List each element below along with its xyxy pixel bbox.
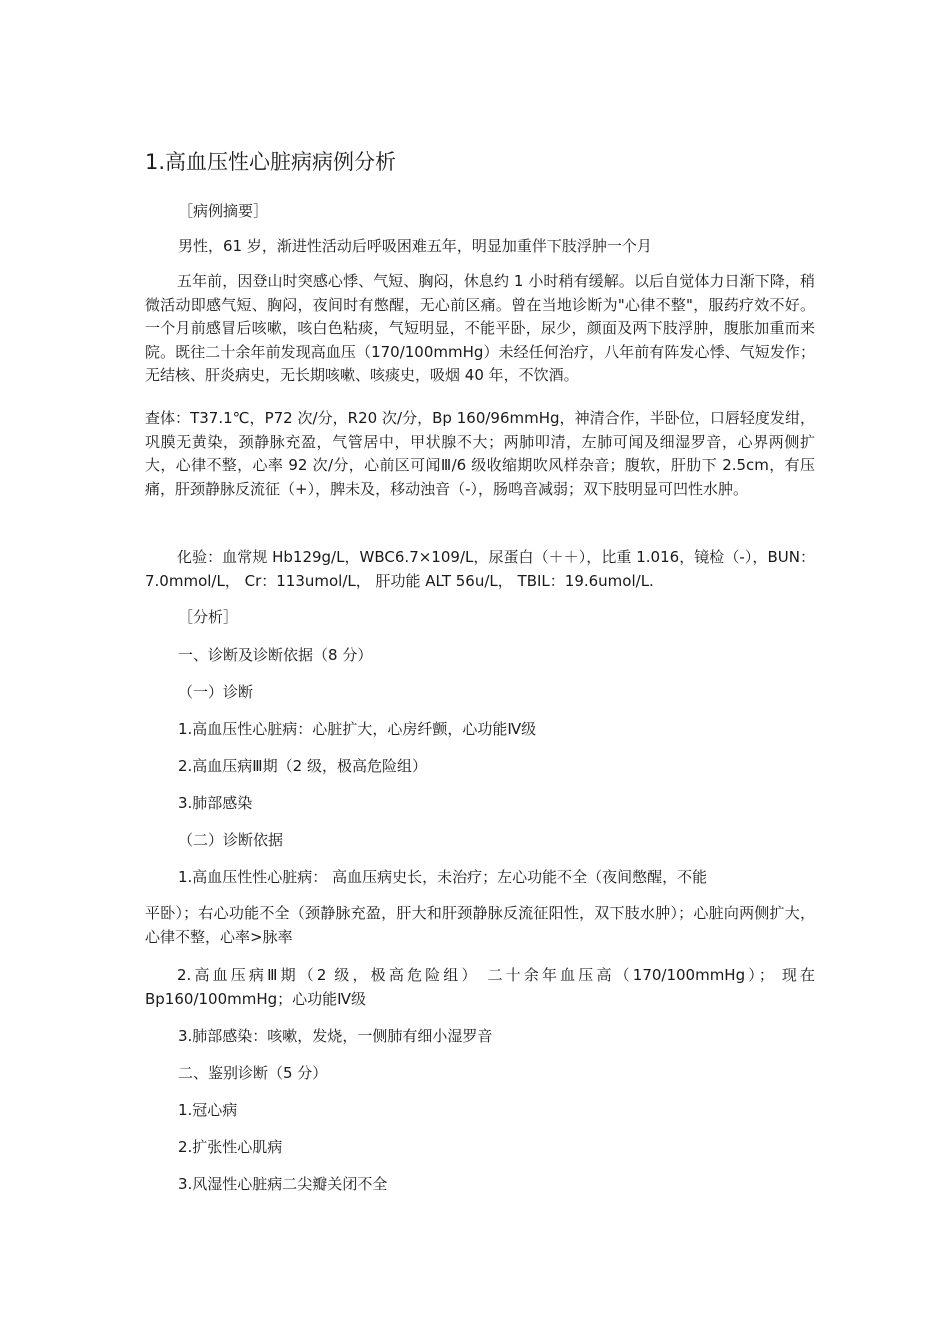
physical-exam: 查体：T37.1℃，P72 次/分，R20 次/分，Bp 160/96mmHg，神清合作，半卧位，口唇轻度发绀，巩膜无黄染，颈静脉充盈，气管居中，甲状腺不大；两肺叩清，左肺可闻及细湿罗音，心界两侧扩大，心律不整，心率 92 次/分，心前区可闻Ⅲ/6 级收缩期吹风样杂音；腹软，肝肋下 2.5cm，有压痛，肝颈静脉反流征（+），脾未及，移动浊音（-），肠鸣音减弱；双下肢明显可凹性水肿。 xyxy=(145,409,815,498)
differential-item: 1.冠心病 xyxy=(178,1101,238,1119)
diagnosis-item: 2.高血压病Ⅲ期（2 级，极高危险组） xyxy=(178,757,427,775)
analysis-heading: ［分析］ xyxy=(178,608,239,626)
diagnosis-item: 1.高血压性心脏病：心脏扩大，心房纤颤，心功能Ⅳ级 xyxy=(178,720,537,738)
section1-heading: 一、诊断及诊断依据（8 分） xyxy=(178,646,373,664)
document-title: 1.高血压性心脏病病例分析 xyxy=(145,150,397,174)
diagnosis-heading: （一）诊断 xyxy=(178,683,254,701)
basis-item-3: 3.肺部感染：咳嗽，发烧，一侧肺有细小湿罗音 xyxy=(178,1027,493,1045)
differential-item: 3.风湿性心脏病二尖瓣关闭不全 xyxy=(178,1175,388,1193)
basis-item-1-cont: 平卧）；右心功能不全（颈静脉充盈，肝大和肝颈静脉反流征阳性，双下肢水肿）；心脏向两侧扩大，心律不整，心率>脉率 xyxy=(145,904,815,946)
diagnosis-item: 3.肺部感染 xyxy=(178,794,253,812)
basis-item-1-line1: 1.高血压性性心脏病： 高血压病史长，未治疗；左心功能不全（夜间憋醒，不能 xyxy=(178,868,708,886)
differential-item: 2.扩张性心肌病 xyxy=(178,1138,283,1156)
chief-complaint: 男性，61 岁，渐进性活动后呼吸困难五年，明显加重伴下肢浮肿一个月 xyxy=(178,237,652,255)
lab-tests: 化验：血常规 Hb129g/L，WBC6.7×109/L，尿蛋白（＋＋），比重 1.016，镜检（-），BUN：7.0mmol/L， Cr：113umol/L， 肝功能 ALT 56u/L， TBIL：19.6umol/L. xyxy=(145,548,815,590)
medical-history: 五年前，因登山时突感心悸、气短、胸闷，休息约 1 小时稍有缓解。以后自觉体力日渐下降，稍微活动即感气短、胸闷，夜间时有憋醒，无心前区痛。曾在当地诊断为"心律不整"，服药疗效不好。一个月前感冒后咳嗽，咳白色粘痰，气短明显，不能平卧，尿少，颜面及两下肢浮肿，腹胀加重而来院。既往二十余年前发现高血压（170/100mmHg）未经任何治疗，八年前有阵发心悸、气短发作；无结核、肝炎病史，无长期咳嗽、咳痰史，吸烟 40 年，不饮酒。 xyxy=(145,272,815,384)
basis-heading: （二）诊断依据 xyxy=(178,831,284,849)
basis-item-2: 2.高血压病Ⅲ期（2 级，极高危险组） 二十余年血压高（170/100mmHg）； 现在 Bp160/100mmHg；心功能Ⅳ级 xyxy=(145,966,815,1008)
case-summary-heading: ［病例摘要］ xyxy=(178,202,269,220)
section2-heading: 二、鉴别诊断（5 分） xyxy=(178,1064,328,1082)
